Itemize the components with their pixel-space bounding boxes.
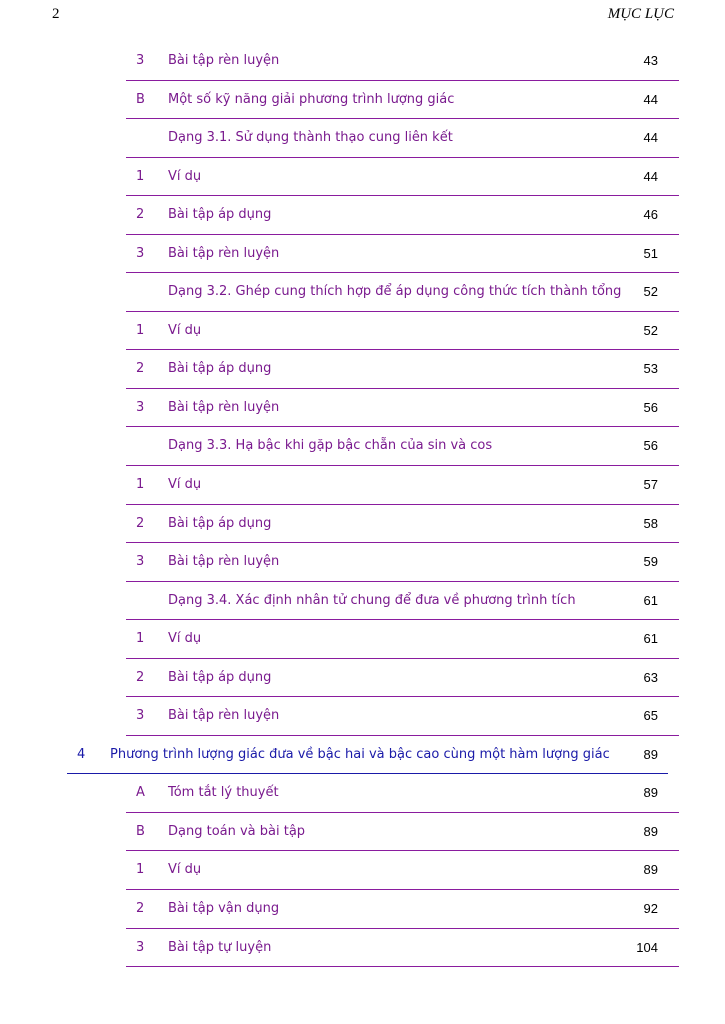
toc-entry-number: 2 [136, 515, 145, 531]
toc-entry-page: 61 [643, 592, 658, 608]
toc-entry-number: 2 [136, 669, 145, 685]
toc-entry-page: 53 [643, 361, 658, 377]
toc-entry-page: 56 [643, 399, 658, 415]
toc-entry-page: 89 [643, 862, 658, 878]
toc-entry-title[interactable]: Bài tập rèn luyện [168, 399, 280, 415]
toc-row[interactable] [126, 389, 679, 428]
toc-entry-title[interactable]: Ví dụ [168, 477, 202, 493]
toc-entry-title[interactable]: Ví dụ [168, 168, 202, 184]
toc-entry-title[interactable]: Bài tập áp dụng [168, 669, 272, 685]
toc-entry-title[interactable]: Bài tập áp dụng [168, 207, 272, 223]
toc-entry-number: 4 [77, 746, 86, 762]
toc-row[interactable] [126, 466, 679, 505]
toc-entry-title[interactable]: Dạng 3.4. Xác định nhân tử chung để đưa về phương trình tích [168, 592, 576, 608]
toc-entry-title[interactable]: Dạng 3.1. Sử dụng thành thạo cung liên kết [168, 130, 453, 146]
toc-entry-number: 2 [136, 207, 145, 223]
running-title: MỤC LỤC [607, 6, 674, 22]
toc-entry-page: 44 [643, 91, 658, 107]
toc-entry-title[interactable]: Ví dụ [168, 862, 202, 878]
toc-row[interactable] [126, 350, 679, 389]
toc-entry-title[interactable]: Một số kỹ năng giải phương trình lượng giác [168, 91, 455, 107]
toc-entry-page: 56 [643, 438, 658, 454]
toc-row[interactable] [126, 813, 679, 852]
table-of-contents [0, 42, 725, 967]
toc-entry-number: B [136, 91, 145, 107]
toc-entry-page: 51 [643, 245, 658, 261]
toc-row[interactable] [126, 697, 679, 736]
toc-entry-title[interactable]: Ví dụ [168, 631, 202, 647]
toc-entry-number: 1 [136, 168, 145, 184]
toc-entry-page: 44 [643, 168, 658, 184]
toc-row[interactable] [126, 929, 679, 968]
toc-entry-number: 1 [136, 631, 145, 647]
toc-row[interactable] [126, 582, 679, 621]
toc-entry-page: 65 [643, 708, 658, 724]
toc-entry-title[interactable]: Bài tập áp dụng [168, 515, 272, 531]
toc-entry-number: 3 [136, 245, 145, 261]
toc-entry-number: A [136, 785, 145, 801]
toc-entry-title[interactable]: Tóm tắt lý thuyết [168, 785, 279, 801]
toc-entry-number: 1 [136, 862, 145, 878]
toc-row[interactable] [126, 81, 679, 120]
toc-entry-title[interactable]: Bài tập rèn luyện [168, 708, 280, 724]
toc-entry-title[interactable]: Bài tập áp dụng [168, 361, 272, 377]
toc-entry-title[interactable]: Bài tập rèn luyện [168, 53, 280, 68]
toc-entry-title[interactable]: Bài tập vận dụng [168, 901, 280, 917]
toc-entry-page: 59 [643, 554, 658, 570]
toc-entry-number: 3 [136, 554, 145, 570]
toc-entry-number: 2 [136, 361, 145, 377]
toc-entry-page: 43 [643, 53, 658, 68]
toc-row[interactable] [126, 851, 679, 890]
toc-row[interactable] [126, 505, 679, 544]
toc-entry-number: B [136, 823, 145, 839]
toc-entry-number: 3 [136, 708, 145, 724]
toc-entry-title[interactable]: Ví dụ [168, 322, 202, 338]
toc-entry-title[interactable]: Bài tập rèn luyện [168, 245, 280, 261]
toc-entry-number: 3 [136, 399, 145, 415]
toc-row[interactable] [126, 119, 679, 158]
toc-entry-page: 52 [643, 284, 658, 300]
toc-entry-title[interactable]: Dạng 3.2. Ghép cung thích hợp để áp dụng công thức tích thành tổng [168, 284, 622, 300]
toc-entry-page: 89 [643, 746, 658, 762]
toc-section-row[interactable] [67, 736, 668, 775]
toc-row[interactable] [126, 273, 679, 312]
toc-entry-title[interactable]: Bài tập tự luyện [168, 939, 272, 955]
toc-entry-number: 3 [136, 53, 145, 68]
toc-entry-title[interactable]: Phương trình lượng giác đưa về bậc hai và bậc cao cùng một hàm lượng giác [110, 746, 610, 762]
toc-entry-page: 44 [643, 130, 658, 146]
toc-row[interactable] [126, 774, 679, 813]
toc-entry-number: 1 [136, 477, 145, 493]
toc-entry-number: 2 [136, 901, 145, 917]
toc-row[interactable] [126, 42, 679, 81]
toc-entry-page: 52 [643, 322, 658, 338]
toc-entry-number: 1 [136, 322, 145, 338]
toc-entry-number: 3 [136, 939, 145, 955]
toc-row[interactable] [126, 659, 679, 698]
toc-entry-title[interactable]: Dạng 3.3. Hạ bậc khi gặp bậc chẵn của sin và cos [168, 438, 493, 454]
page-number: 2 [52, 6, 60, 22]
toc-row[interactable] [126, 427, 679, 466]
toc-row[interactable] [126, 235, 679, 274]
toc-entry-page: 58 [643, 515, 658, 531]
toc-row[interactable] [126, 158, 679, 197]
toc-entry-title[interactable]: Bài tập rèn luyện [168, 554, 280, 570]
toc-entry-page: 89 [643, 785, 658, 801]
toc-entry-title[interactable]: Dạng toán và bài tập [168, 823, 306, 839]
toc-row[interactable] [126, 312, 679, 351]
toc-entry-page: 63 [643, 669, 658, 685]
toc-entry-page: 57 [643, 477, 658, 493]
toc-entry-page: 46 [643, 207, 658, 223]
toc-row[interactable] [126, 543, 679, 582]
toc-entry-page: 92 [643, 901, 658, 917]
toc-row[interactable] [126, 620, 679, 659]
toc-row[interactable] [126, 196, 679, 235]
toc-entry-page: 89 [643, 823, 658, 839]
toc-row[interactable] [126, 890, 679, 929]
toc-entry-page: 61 [643, 631, 658, 647]
toc-entry-page: 104 [636, 939, 658, 955]
